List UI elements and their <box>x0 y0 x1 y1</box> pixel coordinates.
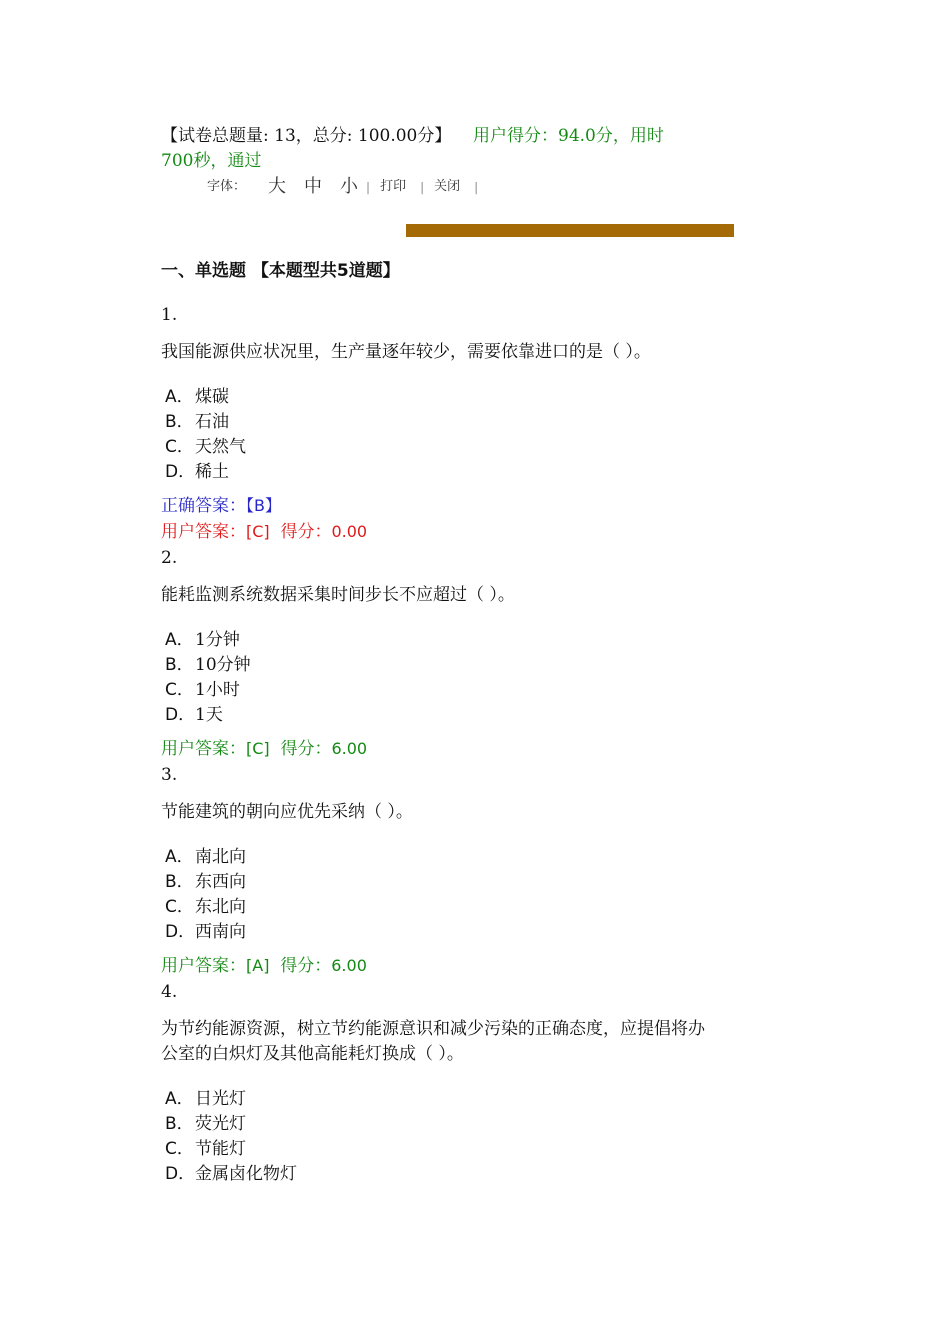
user-answer: 用户答案：[C] 得分：0.00 <box>161 522 368 542</box>
user-score-summary: 用户得分：94.0分，用时 700秒，通过 <box>161 126 664 171</box>
question-list <box>161 304 741 1195</box>
question-number: 3. <box>161 765 178 785</box>
option-d: D．1天 <box>165 705 223 725</box>
option-a: A．南北向 <box>165 847 246 867</box>
decorative-divider-bar <box>406 224 734 237</box>
option-list <box>165 628 741 728</box>
toolbar-separator: | <box>366 180 371 194</box>
option-b: B．东西向 <box>165 872 246 892</box>
question-text: 节能建筑的朝向应优先采纳（ ）。 <box>161 802 413 822</box>
option-a: A．日光灯 <box>165 1089 246 1109</box>
question-number: 1. <box>161 305 178 325</box>
font-medium-button[interactable]: 中 <box>304 176 323 197</box>
exam-total-summary: 【试卷总题量: 13，总分: 100.00分】 <box>161 126 452 146</box>
option-c: C．节能灯 <box>165 1139 246 1159</box>
font-small-button[interactable]: 小 <box>340 176 359 197</box>
option-d: D．稀土 <box>165 462 229 482</box>
question-text: 我国能源供应状况里，生产量逐年较少，需要依靠进口的是（ ）。 <box>161 342 651 362</box>
close-button[interactable]: 关闭 <box>434 179 461 194</box>
option-d: D．西南向 <box>165 922 246 942</box>
question-number: 4. <box>161 982 178 1002</box>
option-list <box>165 385 741 485</box>
exam-summary <box>161 124 741 174</box>
font-size-label: 字体： <box>207 179 247 194</box>
question-text: 能耗监测系统数据采集时间步长不应超过（ ）。 <box>161 585 515 605</box>
toolbar-separator: | <box>474 180 479 194</box>
option-d: D．金属卤化物灯 <box>165 1164 297 1184</box>
user-answer: 用户答案：[A] 得分：6.00 <box>161 956 367 976</box>
font-large-button[interactable]: 大 <box>268 176 287 197</box>
question-number: 2. <box>161 548 178 568</box>
option-c: C．东北向 <box>165 897 246 917</box>
question-item <box>161 764 741 979</box>
option-c: C．1小时 <box>165 680 240 700</box>
correct-answer: 正确答案：【B】 <box>161 496 281 516</box>
option-a: A．煤碳 <box>165 387 229 407</box>
option-b: B．荧光灯 <box>165 1114 246 1134</box>
print-button[interactable]: 打印 <box>380 179 407 194</box>
section-title: 一、单选题 【本题型共5道题】 <box>161 261 400 281</box>
question-text: 为节约能源资源，树立节约能源意识和减少污染的正确态度，应提倡将办公室的白炽灯及其他高能耗灯换成（ ）。 <box>161 1019 705 1064</box>
option-b: B．石油 <box>165 412 229 432</box>
toolbar-separator: | <box>420 180 425 194</box>
option-list <box>165 845 741 945</box>
option-a: A．1分钟 <box>165 630 240 650</box>
option-c: C．天然气 <box>165 437 246 457</box>
option-b: B．10分钟 <box>165 655 251 675</box>
exam-result-page <box>161 124 741 1184</box>
question-item <box>161 304 741 545</box>
option-list <box>165 1087 741 1187</box>
question-item <box>161 547 741 762</box>
user-answer: 用户答案：[C] 得分：6.00 <box>161 739 368 759</box>
font-toolbar <box>207 176 741 198</box>
question-item <box>161 981 741 1187</box>
